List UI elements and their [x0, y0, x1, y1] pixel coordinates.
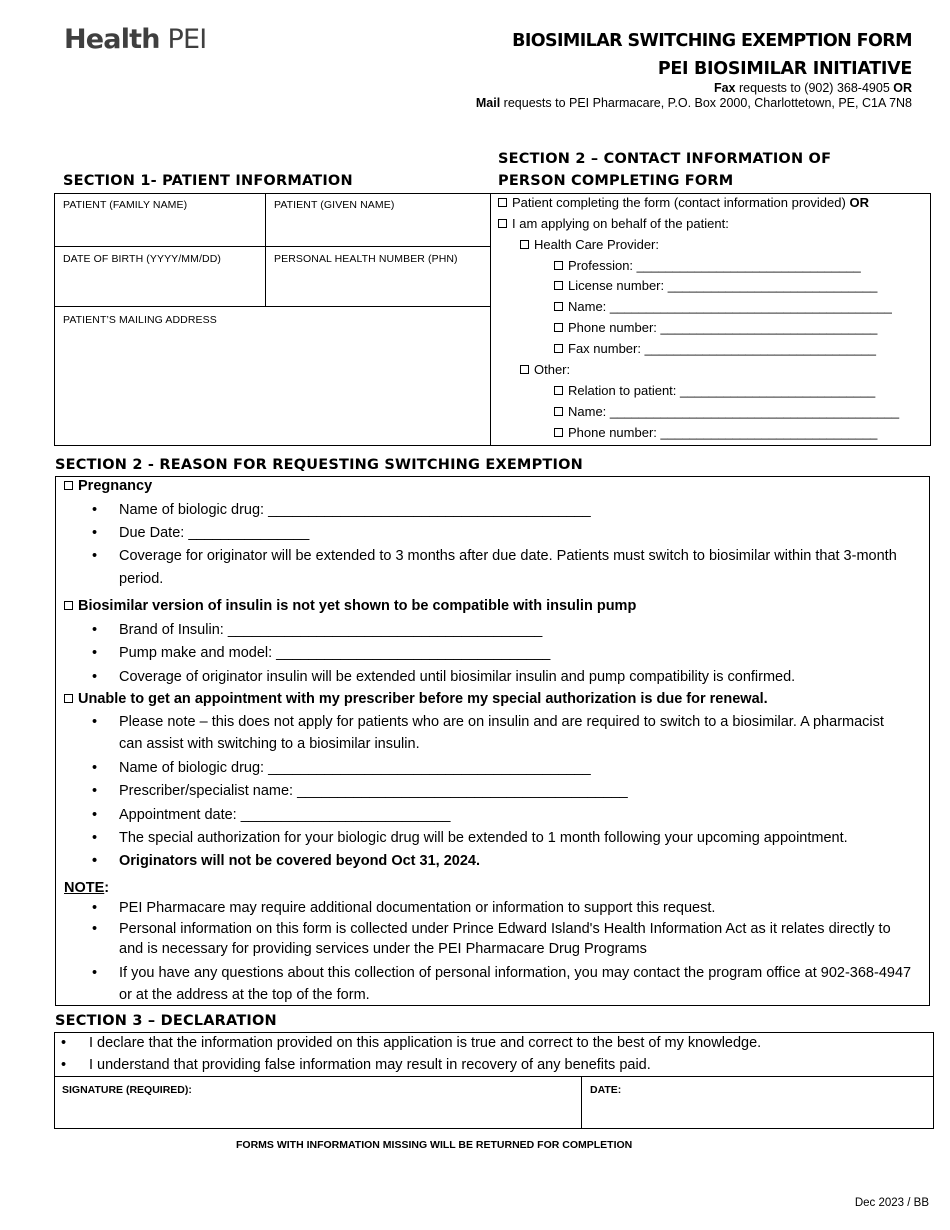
insulin-brand-text: Brand of Insulin: _______________________________________ [119, 622, 543, 638]
list-item [92, 499, 919, 521]
dob-label: DATE OF BIRTH (YYYY/MM/DD) [63, 253, 221, 265]
bullet: • [92, 502, 98, 518]
insulin-pump-text: Pump make and model: __________________________________ [119, 645, 551, 661]
behalf-option[interactable] [498, 216, 729, 231]
bullet: • [61, 1035, 67, 1051]
list-item [92, 827, 919, 849]
appt-cutoff-text: Originators will not be covered beyond Oct 31, 2024. [119, 853, 480, 869]
hcp-phone-option[interactable] [554, 320, 877, 335]
bullet: • [92, 645, 98, 661]
appointment-option[interactable] [64, 691, 768, 707]
profession-option[interactable] [554, 258, 861, 273]
list-item [61, 1032, 919, 1054]
other-name-label: Name: ________________________________________ [568, 404, 900, 419]
appt-drug-text: Name of biologic drug: ________________________________________ [119, 760, 591, 776]
relation-label: Relation to patient: ___________________________ [568, 383, 876, 398]
section3-heading: SECTION 3 – DECLARATION [55, 1013, 277, 1029]
date-field[interactable] [582, 1076, 932, 1128]
appt-extension-text: The special authorization for your biologic drug will be extended to 1 month following your upcoming appointment. [119, 830, 848, 846]
bullet: • [92, 830, 98, 846]
list-item [92, 962, 914, 1006]
fax-text: requests to (902) 368-4905 [735, 81, 894, 95]
bullet: • [92, 548, 98, 564]
section1-table [54, 193, 491, 446]
other-name-option[interactable] [554, 404, 899, 419]
list-item [61, 1054, 919, 1076]
missing-info-notice: FORMS WITH INFORMATION MISSING WILL BE RETURNED FOR COMPLETION [236, 1139, 633, 1151]
list-item [92, 711, 899, 755]
hcp-fax-option[interactable] [554, 341, 876, 356]
appointment-checkbox[interactable] [64, 694, 73, 703]
bullet: • [92, 760, 98, 776]
section2-contact-heading-1: SECTION 2 – CONTACT INFORMATION OF [498, 151, 832, 167]
note-heading [64, 880, 109, 896]
list-item [92, 804, 919, 826]
list-item [92, 545, 914, 591]
section1-heading: SECTION 1- PATIENT INFORMATION [63, 173, 353, 189]
patient-self-option[interactable] [498, 195, 869, 210]
form-title: BIOSIMILAR SWITCHING EXEMPTION FORM [512, 31, 912, 51]
hcp-name-option[interactable] [554, 299, 892, 314]
profession-label: Profession: _______________________________ [568, 258, 861, 273]
other-name-checkbox[interactable] [554, 407, 563, 416]
bullet: • [92, 669, 98, 685]
signature-label: SIGNATURE (REQUIRED): [62, 1084, 192, 1096]
fax-instructions [714, 81, 912, 95]
health-pei-logo [64, 24, 206, 55]
pregnancy-option[interactable] [64, 478, 152, 494]
relation-checkbox[interactable] [554, 386, 563, 395]
given-name-field[interactable] [266, 194, 491, 246]
pregnancy-label: Pregnancy [78, 478, 153, 494]
signature-field[interactable] [55, 1076, 581, 1128]
note1-text: PEI Pharmacare may require additional documentation or information to support this request. [119, 900, 716, 916]
logo-light: PEI [167, 24, 207, 55]
list-item [92, 919, 909, 959]
mail-label: Mail [475, 96, 501, 110]
given-name-label: PATIENT (GIVEN NAME) [274, 199, 395, 211]
hcp-phone-label: Phone number: ______________________________ [568, 320, 878, 335]
phn-label: PERSONAL HEALTH NUMBER (PHN) [274, 253, 458, 265]
bullet: • [92, 921, 98, 937]
profession-checkbox[interactable] [554, 261, 563, 270]
phn-field[interactable] [266, 247, 491, 306]
fax-label: Fax [713, 81, 736, 95]
preg-coverage-text: Coverage for originator will be extended to 3 months after due date. Patients must switch to biosimilar within that 3-month period. [119, 548, 897, 587]
bullet: • [92, 807, 98, 823]
mail-text: requests to PEI Pharmacare, P.O. Box 2000, Charlottetown, PE, C1A 7N8 [500, 96, 912, 110]
appt-note-text: Please note – this does not apply for patients who are on insulin and are required to switch to a biosimilar. A pharmacist can assist with switching to a biosimilar insulin. [119, 714, 884, 752]
logo-strong: Health [64, 24, 160, 55]
insulin-checkbox[interactable] [64, 601, 73, 610]
form-subtitle: PEI BIOSIMILAR INITIATIVE [657, 59, 912, 79]
declare2-text: I understand that providing false information may result in recovery of any benefits paid. [89, 1057, 651, 1073]
section2-reason-heading: SECTION 2 - REASON FOR REQUESTING SWITCHING EXEMPTION [55, 457, 583, 473]
other-option[interactable] [520, 362, 570, 377]
appt-prescriber-text: Prescriber/specialist name: _________________________________________ [119, 783, 628, 799]
list-item [92, 757, 919, 779]
patient-self-checkbox[interactable] [498, 198, 507, 207]
pregnancy-checkbox[interactable] [64, 481, 73, 490]
other-label: Other: [534, 362, 571, 377]
family-name-label: PATIENT (FAMILY NAME) [63, 199, 188, 211]
patient-self-label: Patient completing the form (contact information provided) [512, 195, 850, 210]
note-colon: : [104, 880, 110, 896]
bullet: • [92, 525, 98, 541]
list-item [92, 897, 919, 919]
other-phone-checkbox[interactable] [554, 428, 563, 437]
family-name-field[interactable] [55, 194, 265, 246]
section2-contact-heading-2: PERSON COMPLETING FORM [498, 173, 734, 189]
fax-or: OR [893, 81, 912, 95]
mailing-address-field[interactable] [55, 307, 490, 445]
list-item [92, 666, 919, 688]
bullet: • [92, 965, 98, 981]
patient-self-or: OR [849, 195, 869, 210]
note2-text: Personal information on this form is collected under Prince Edward Island's Health Information Act as it relates directly to and is necessary for providing services under the PEI Pharmacare Drug Programs [119, 921, 891, 957]
note3-text: If you have any questions about this collection of personal information, you may contact the program office at 902-368-4947 or at the address at the top of the form. [119, 965, 912, 1003]
dob-field[interactable] [55, 247, 265, 306]
other-phone-label: Phone number: ______________________________ [568, 425, 878, 440]
behalf-label: I am applying on behalf of the patient: [512, 216, 729, 231]
date-label: DATE: [590, 1084, 622, 1096]
insulin-label: Biosimilar version of insulin is not yet shown to be compatible with insulin pump [78, 598, 637, 614]
mail-instructions [476, 96, 912, 110]
other-checkbox[interactable] [520, 365, 529, 374]
hcp-name-label: Name: _______________________________________ [568, 299, 892, 314]
bullet: • [92, 622, 98, 638]
hcp-label: Health Care Provider: [534, 237, 659, 252]
insulin-coverage-text: Coverage of originator insulin will be extended until biosimilar insulin and pump compatibility is confirmed. [119, 669, 796, 685]
bullet: • [92, 900, 98, 916]
hcp-fax-label: Fax number: ________________________________ [568, 341, 876, 356]
declare1-text: I declare that the information provided on this application is true and correct to the best of my knowledge. [89, 1035, 762, 1051]
other-phone-option[interactable] [554, 425, 877, 440]
appt-date-text: Appointment date: __________________________ [119, 807, 451, 823]
license-option[interactable] [554, 278, 877, 293]
list-item [92, 522, 919, 544]
form-version: Dec 2023 / BB [854, 1197, 929, 1209]
relation-option[interactable] [554, 383, 875, 398]
preg-due-text: Due Date: _______________ [119, 525, 310, 541]
bullet: • [92, 853, 98, 869]
hcp-name-checkbox[interactable] [554, 302, 563, 311]
list-item [92, 780, 919, 802]
insulin-option[interactable] [64, 598, 636, 614]
mailing-address-label: PATIENT’S MAILING ADDRESS [63, 314, 217, 326]
bullet: • [92, 714, 98, 730]
bullet: • [92, 783, 98, 799]
license-checkbox[interactable] [554, 281, 563, 290]
hcp-fax-checkbox[interactable] [554, 344, 563, 353]
license-label: License number: _____________________________ [568, 278, 878, 293]
appointment-label: Unable to get an appointment with my prescriber before my special authorization is due for renewal. [78, 691, 768, 707]
behalf-checkbox[interactable] [498, 219, 507, 228]
list-item [92, 619, 919, 641]
hcp-option[interactable] [520, 237, 659, 252]
bullet: • [61, 1057, 67, 1073]
hcp-checkbox[interactable] [520, 240, 529, 249]
list-item [92, 642, 919, 664]
note-label: NOTE [64, 880, 105, 896]
hcp-phone-checkbox[interactable] [554, 323, 563, 332]
list-item [92, 850, 919, 872]
preg-drug-text: Name of biologic drug: ________________________________________ [119, 502, 591, 518]
